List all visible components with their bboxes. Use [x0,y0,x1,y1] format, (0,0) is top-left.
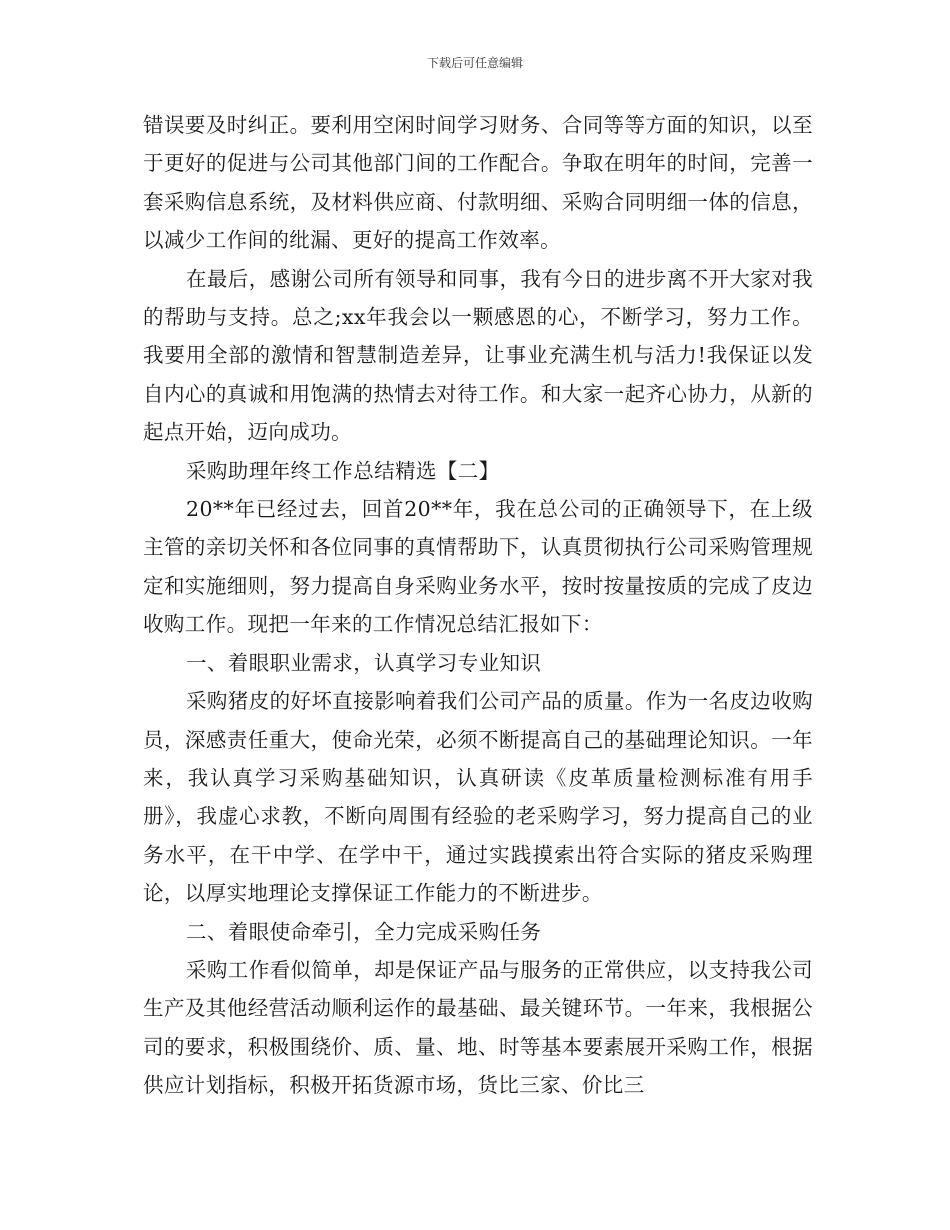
paragraph-intro: 20**年已经过去，回首20**年，我在总公司的正确领导下，在上级主管的亲切关怀和各位同事的真情帮助下，认真贯彻执行公司采购管理规定和实施细则，努力提高自身采购业务水平，按时按量按质的完成了皮边收购工作。现把一年来的工作情况总结汇报如下： [143,497,813,637]
subheading-two: 二、着眼使命牵引，全力完成采购任务 [186,919,542,944]
document-body [143,106,813,1105]
paragraph-closing: 在最后，感谢公司所有领导和同事，我有今日的进步离不开大家对我的帮助与支持。总之;xx年我会以一颗感恩的心，不断学习，努力工作。我要用全部的激情和智慧制造差异，让事业充满生机与活力!我保证以发自内心的真诚和用饱满的热情去对待工作。和大家一起齐心协力，从新的起点开始，迈向成功。 [143,266,813,445]
subheading-one: 一、着眼职业需求，认真学习专业知识 [186,650,542,675]
section-title: 采购助理年终工作总结精选【二】 [186,458,500,483]
paragraph-purchasing: 采购工作看似简单，却是保证产品与服务的正常供应，以支持我公司生产及其他经营活动顺利运作的最基础、最关键环节。一年来，我根据公司的要求，积极围绕价、质、量、地、时等基本要素展开采购工作，根据供应计划指标，积极开拓货源市场，货比三家、价比三 [143,957,813,1098]
header-note: 下载后可任意编辑 [426,56,523,70]
paragraph-study: 采购猪皮的好坏直接影响着我们公司产品的质量。作为一名皮边收购员，深感责任重大，使命光荣，必须不断提高自己的基础理论知识。一年来，我认真学习采购基础知识，认真研读《皮革质量检测标准有用手册》，我虚心求教，不断向周围有经验的老采购学习，努力提高自己的业务水平，在干中学、在学中干，通过实践摸索出符合实际的猪皮采购理论，以厚实地理论支撑保证工作能力的不断进步。 [143,689,813,906]
paragraph-continuation: 错误要及时纠正。要利用空闲时间学习财务、合同等等方面的知识，以至于更好的促进与公司其他部门间的工作配合。争取在明年的时间，完善一套采购信息系统，及材料供应商、付款明细、采购合同明细一体的信息，以减少工作间的纰漏、更好的提高工作效率。 [143,113,813,253]
